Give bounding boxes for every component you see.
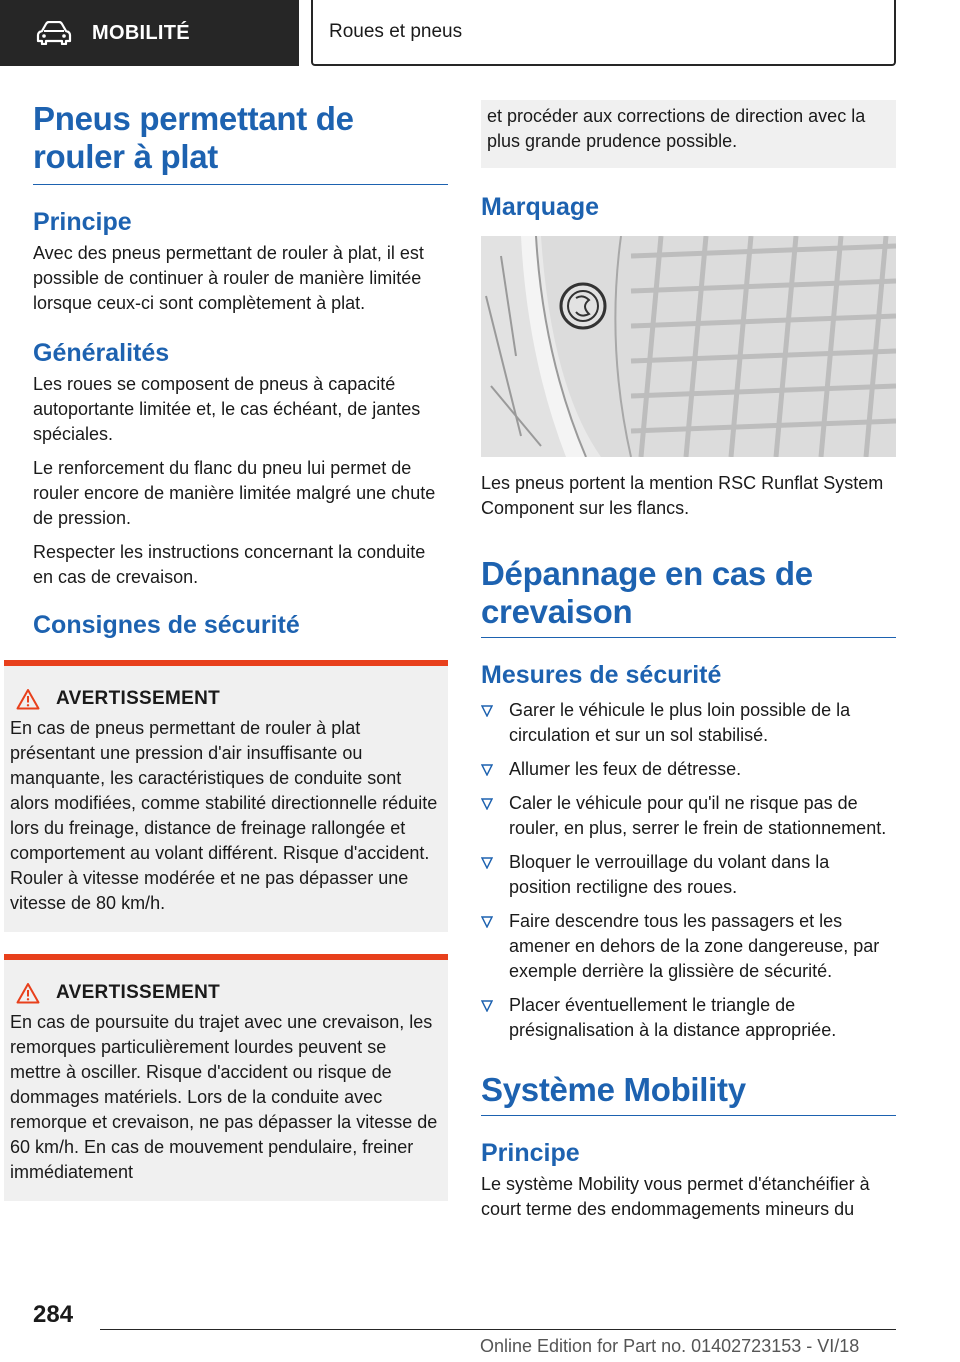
warning-title: AVERTISSEMENT <box>56 982 221 1003</box>
generalites-text-1: Les roues se composent de pneus à capacité autoportante limitée et, le cas échéant, de jantes spéciales. <box>33 374 421 444</box>
consignes-heading: Consignes de sécurité <box>33 611 300 639</box>
marquage-heading: Marquage <box>481 193 600 221</box>
list-item: Allumer les feux de détresse. <box>481 757 896 782</box>
triangle-bullet-icon <box>481 798 493 810</box>
page-number: 284 <box>33 1301 74 1328</box>
warning-continuation <box>481 100 896 168</box>
triangle-bullet-icon <box>481 764 493 776</box>
list-item: Faire descendre tous les passagers et les amener en dehors de la zone dangereuse, par exemple derrière la glissière de sécurité. <box>481 909 896 984</box>
depannage-title: Dépannage en cas de crevaison <box>481 555 813 630</box>
page-header <box>0 0 960 66</box>
principe-heading: Principe <box>33 208 132 236</box>
generalites-text-2: Le renforcement du flanc du pneu lui permet de rouler encore de manière limitée malgré une chute de pression. <box>33 458 436 528</box>
footer-divider <box>100 1329 896 1330</box>
warning-text: En cas de poursuite du trajet avec une crevaison, les remorques particulièrement lourdes peuvent se mettre à osciller. Risque d'accident ou risque de dommages matériels. Lors de la conduite avec remorque et crevaison, ne pas dépasser la vitesse de 60 km/h. En cas de mouvement pendulaire, freiner immédiatement <box>10 1012 438 1182</box>
warning-box-2 <box>4 954 448 1201</box>
image-caption: Les pneus portent la mention RSC Runflat System Component sur les flancs. <box>481 473 884 518</box>
mesures-heading: Mesures de sécurité <box>481 661 722 689</box>
page-title: Pneus permettant de rouler à plat <box>33 100 354 175</box>
triangle-bullet-icon <box>481 705 493 717</box>
list-item: Garer le véhicule le plus loin possible de la circulation et sur un sol stabilisé. <box>481 698 896 748</box>
chapter-tab <box>311 0 896 66</box>
mobility-title: Système Mobility <box>481 1071 746 1108</box>
list-item: Placer éventuellement le triangle de présignalisation à la distance appropriée. <box>481 993 896 1043</box>
warning-header <box>10 688 438 710</box>
warning-icon <box>16 688 40 710</box>
tire-marking-image <box>481 236 896 457</box>
left-column <box>10 100 448 1201</box>
generalites-text-3: Respecter les instructions concernant la conduite en cas de crevaison. <box>33 542 426 587</box>
triangle-bullet-icon <box>481 916 493 928</box>
generalites-heading: Généralités <box>33 339 170 367</box>
right-column <box>481 100 896 1222</box>
section-label: MOBILITÉ <box>92 21 190 44</box>
mobility-principe-heading: Principe <box>481 1139 580 1167</box>
list-item: Bloquer le verrouillage du volant dans la position rectiligne des roues. <box>481 850 896 900</box>
warning-text: En cas de pneus permettant de rouler à plat présentant une pression d'air insuffisante ou manquante, les caractéristiques de conduite sont alors modifiées, comme stabilité directionnelle réduite lors du freinage, distance de freinage rallongée et comportement au volant différent. Risque d'accident. Rouler à vitesse modérée et ne pas dépasser une vitesse de 80 km/h. <box>10 718 438 913</box>
warning-box-1 <box>4 660 448 932</box>
mobility-title-block <box>481 1071 896 1116</box>
chapter-label: Roues et pneus <box>329 21 463 42</box>
mobility-principe-text: Le système Mobility vous permet d'étanchéifier à court terme des endommagements mineurs du <box>481 1174 870 1219</box>
warning-icon <box>16 982 40 1004</box>
triangle-bullet-icon <box>481 1000 493 1012</box>
tire-illustration <box>481 236 896 457</box>
warning-continuation-text: et procéder aux corrections de direction avec la plus grande prudence possible. <box>487 106 866 151</box>
section-tab <box>0 0 299 66</box>
warning-title: AVERTISSEMENT <box>56 688 221 709</box>
rsc-badge-icon <box>561 284 605 328</box>
depannage-title-block <box>481 555 896 638</box>
edition-text: Online Edition for Part no. 01402723153 - VI/18 <box>480 1336 860 1356</box>
principe-text: Avec des pneus permettant de rouler à plat, il est possible de continuer à rouler de manière limitée lorsque ceux-ci sont complètement à plat. <box>33 243 424 313</box>
safety-steps-list <box>481 698 896 1043</box>
title-block <box>33 100 448 185</box>
warning-header <box>10 982 438 1004</box>
list-item: Caler le véhicule pour qu'il ne risque pas de rouler, en plus, serrer le frein de stationnement. <box>481 791 896 841</box>
triangle-bullet-icon <box>481 857 493 869</box>
car-icon <box>36 21 72 45</box>
